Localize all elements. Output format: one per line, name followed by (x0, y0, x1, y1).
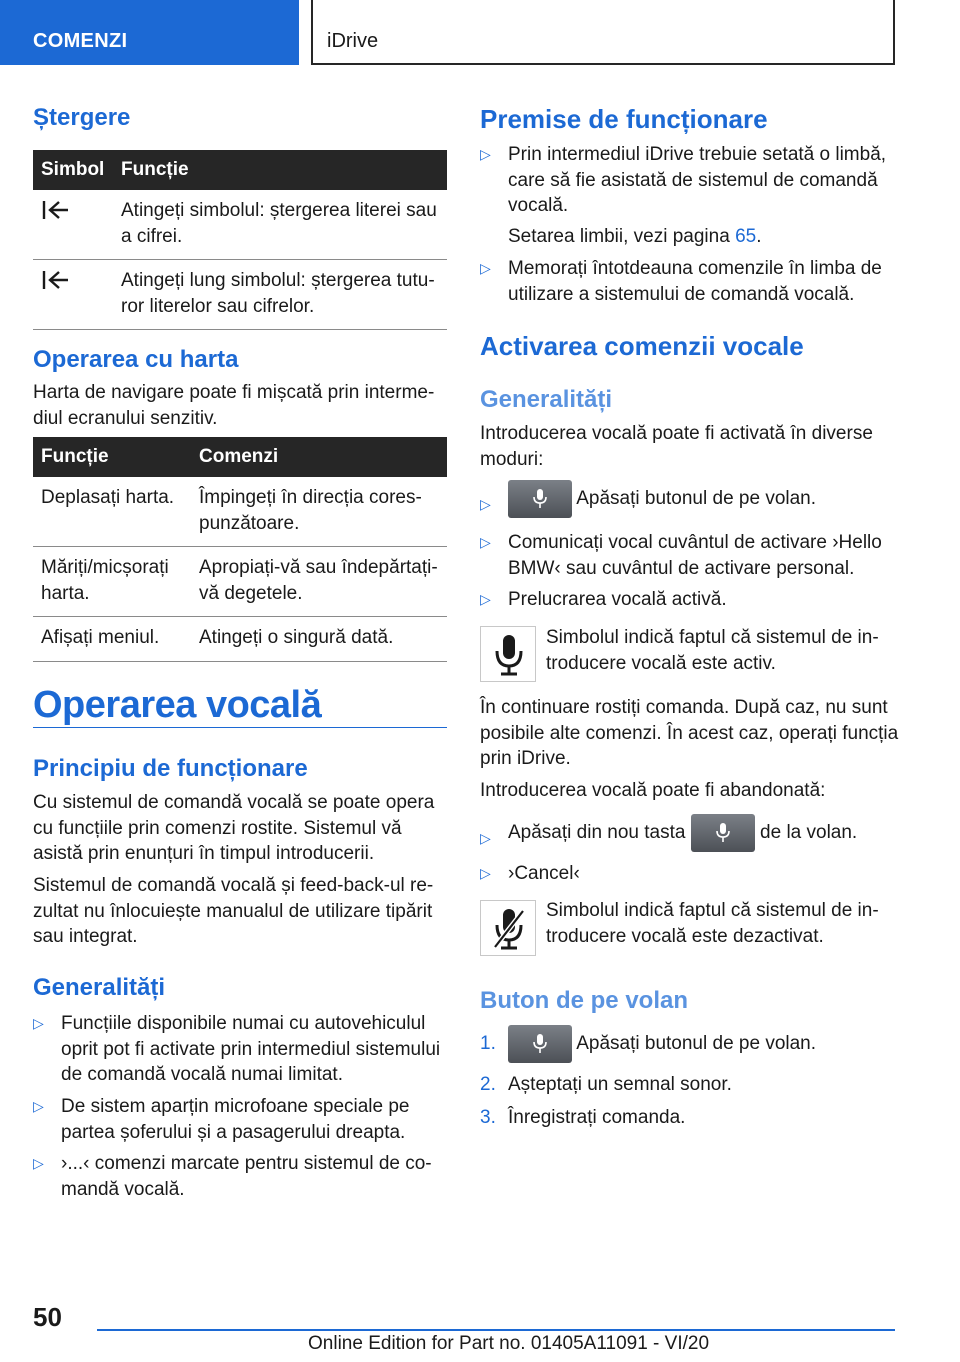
map-table (33, 437, 447, 662)
table-cell: Atingeți lung simbolul: ștergerea tutu-ror literelor sau cifrelor. (113, 260, 447, 330)
table-cell: Împingeți în direcția cores-punzătoare. (191, 477, 447, 547)
triangle-bullet-icon: ▷ (480, 534, 491, 550)
list-item: ▷ Apăsați butonul de pe volan. (480, 480, 900, 518)
table-cell: Măriți/micșorați harta. (33, 547, 191, 617)
delete-left-icon (33, 260, 113, 330)
heading-activare: Activarea comenzii vocale (480, 331, 804, 361)
heading-buton: Buton de pe volan (480, 987, 689, 1014)
activare-intro: Introducerea vocală poate fi activată în diverse moduri: (480, 423, 873, 470)
microphone-disabled-icon (480, 900, 536, 956)
triangle-bullet-icon: ▷ (480, 830, 491, 846)
table-cell: Apropiați-vă sau îndepărtați-vă degetele. (191, 547, 447, 617)
triangle-bullet-icon: ▷ (33, 1098, 44, 1114)
principiu-p2: Sistemul de comandă vocală și feed-back-ul re-zultat nu înlocuiește manualul de utilizare tipărit sau integrat. (33, 875, 434, 947)
list-item: ▷ ›...‹ comenzi marcate pentru sistemul de co-mandă vocală. (33, 1153, 432, 1200)
table-cell: Atingeți o singură dată. (191, 617, 447, 662)
harta-intro: Harta de navigare poate fi mișcată prin interme-diul ecranului senzitiv. (33, 382, 435, 429)
triangle-bullet-icon: ▷ (33, 1155, 44, 1171)
list-item: ▷ Funcțiile disponibile numai cu autovehiculul oprit pot fi activate prin intermediul sistemului de comandă vocală numai limitat. (33, 1013, 441, 1085)
delete-left-icon (33, 190, 113, 260)
triangle-bullet-icon: ▷ (480, 260, 491, 276)
list-item: ▷ Prelucrarea vocală activă. (480, 587, 900, 613)
list-item: 2. Așteptați un semnal sonor. (480, 1074, 732, 1095)
heading-premise: Premise de funcționare (480, 104, 768, 134)
page-link[interactable]: 65 (735, 226, 757, 247)
col-comenzi: Comenzi (191, 437, 447, 477)
table-row (33, 547, 447, 617)
microphone-button-icon (691, 814, 755, 852)
heading-harta: Operarea cu harta (33, 346, 239, 373)
col-functie: Funcție (113, 150, 447, 190)
heading-principiu: Principiu de funcționare (33, 755, 308, 782)
col-functie: Funcție (33, 437, 191, 477)
triangle-bullet-icon: ▷ (480, 496, 491, 512)
activare-p1: În continuare rostiți comanda. După caz, nu sunt posibile alte comenzi. În acest caz, operați funcția prin iDrive. (480, 697, 899, 769)
triangle-bullet-icon: ▷ (480, 591, 491, 607)
heading-generalitati-2: Generalități (480, 386, 613, 413)
microphone-button-icon (508, 1025, 572, 1063)
table-row (33, 477, 447, 547)
page-number: 50 (33, 1302, 62, 1332)
heading-generalitati: Generalități (33, 974, 166, 1001)
delete-table (33, 150, 447, 330)
section-tab (0, 0, 299, 65)
list-item: ▷ ›Cancel‹ (480, 861, 900, 887)
list-item: ▷ Apăsați din nou tasta de la volan. (480, 814, 900, 852)
chapter-tab (311, 0, 895, 65)
table-cell: Atingeți simbolul: ștergerea literei sau a cifrei. (113, 190, 447, 260)
edition-text: Online Edition for Part no. 01405A11091 - VI/20 (308, 1333, 710, 1354)
footer-rule (97, 1329, 895, 1331)
sym1-text: Simbolul indică faptul că sistemul de in-troducere vocală este activ. (546, 627, 879, 674)
table-row (33, 617, 447, 662)
chapter-heading: Operarea vocală (33, 684, 322, 726)
table-row (33, 190, 447, 260)
table-cell: Deplasați harta. (33, 477, 191, 547)
section-title: COMENZI (33, 30, 128, 52)
table-cell: Afișați meniul. (33, 617, 191, 662)
principiu-p1: Cu sistemul de comandă vocală se poate opera cu funcțiile prin comenzi rostite. Sistemul vă asistă prin enunțuri în timpul introducerii. (33, 792, 435, 864)
microphone-active-icon (480, 626, 536, 682)
premise-link-line: Setarea limbii, vezi pagina 65. (508, 226, 762, 247)
col-simbol: Simbol (33, 150, 113, 190)
list-item: ▷ Memorați întotdeauna comenzile în limba de utilizare a sistemului de comandă vocală. (480, 258, 882, 305)
heading-stergere: Ștergere (33, 104, 131, 131)
chapter-title: iDrive (327, 30, 379, 52)
list-item: ▷ Prin intermediul iDrive trebuie setată o limbă, care să fie asistată de sistemul de comandă vocală. (480, 144, 887, 216)
microphone-button-icon (508, 480, 572, 518)
list-item: 1. Apăsați butonul de pe volan. (480, 1025, 900, 1063)
triangle-bullet-icon: ▷ (33, 1015, 44, 1031)
list-item: ▷ De sistem aparțin microfoane speciale pe partea șoferului și a pasagerului dreapta. (33, 1096, 410, 1143)
table-row (33, 260, 447, 330)
list-item: 3. Înregistrați comanda. (480, 1107, 686, 1128)
list-item: ▷ Comunicați vocal cuvântul de activare ›Hello BMW‹ sau cuvântul de activare personal. (480, 532, 882, 579)
triangle-bullet-icon: ▷ (480, 865, 491, 881)
triangle-bullet-icon: ▷ (480, 146, 491, 162)
heading-rule (33, 727, 447, 728)
activare-p2: Introducerea vocală poate fi abandonată: (480, 780, 826, 801)
sym2-text: Simbolul indică faptul că sistemul de in-troducere vocală este dezactivat. (546, 900, 879, 947)
